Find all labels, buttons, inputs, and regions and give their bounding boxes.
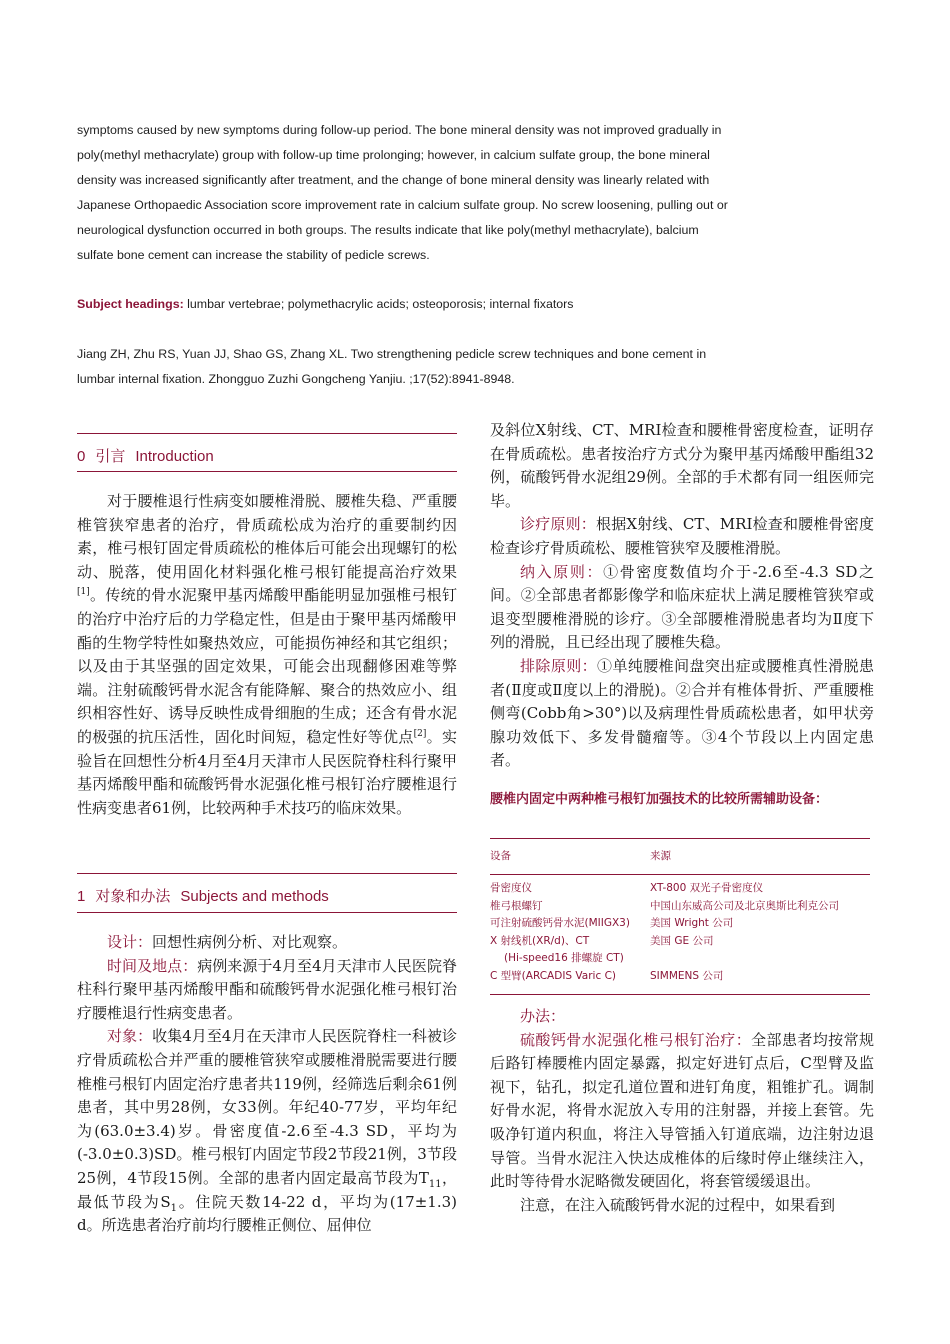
reference-1: [1]	[77, 587, 90, 598]
reference-2: [2]	[413, 728, 427, 739]
table-cell: 中国山东威高公司及北京奥斯比利克公司	[650, 899, 839, 912]
section-rule-bottom	[77, 912, 457, 913]
table-rule-mid	[490, 874, 870, 875]
section-intro-title: 0 引言 Introduction	[77, 448, 214, 465]
time-label: 时间及地点：	[107, 956, 198, 975]
abstract-line: Japanese Orthopaedic Association score improvement rate in calcium sulfate group. No screw loosening, pulling out or	[77, 198, 728, 212]
subject-label: 对象：	[107, 1027, 153, 1046]
abstract-line: density was increased significantly after treatment, and the change of bone mineral density was linearly related with	[77, 173, 710, 187]
abstract-line: poly(methyl methacrylate) group with follow-up time prolonging; however, in calcium sulfate group, the bone mineral	[77, 148, 710, 162]
section-rule-top	[77, 433, 457, 434]
abstract-line: neurological dysfunction occurred in both groups. The results indicate that like poly(methyl methacrylate), balcium	[77, 223, 699, 237]
table-cell: XT-800 双光子骨密度仪	[650, 882, 764, 894]
methods-right-bottom: 办法： 硫酸钙骨水泥强化椎弓根钉治疗：全部患者均按常规后路钉棒腰椎内固定暴露，拟定好进钉点后，C型臂及监视下，钻孔，拟定孔道位置和进钉角度，粗锥扩孔。调制好骨水泥，将骨水泥放入专用的注射器，并接上套管。先吸净钉道内积血，将注入导管插入钉道底端，边注射边退导管。当骨水泥注入快达成椎体的后缘时停止继续注入，此时等待骨水泥略微发硬固化，将套管缓缓退出。 注意，在注入硫酸钙骨水泥的过程中，如果看到	[490, 1007, 874, 1214]
table-header-cell: 来源	[650, 850, 671, 862]
table-rule-bottom	[490, 994, 870, 995]
design-label: 设计：	[107, 933, 153, 951]
table-cell: SIMMENS 公司	[650, 970, 724, 982]
subject-headings-text: lumbar vertebrae; polymethacrylic acids; osteoporosis; internal fixators	[183, 297, 574, 311]
methods-right-top: 及斜位X射线、CT、MRI检查和腰椎骨密度检查，证明存在骨质疏松。患者按治疗方式分为聚甲基丙烯酸甲酯组32例，硫酸钙骨水泥组29例。全部的手术都有同一组医师完毕。 诊疗原则：根据X射线、CT、MRI检查和腰椎骨密度检查诊疗骨质疏松、腰椎管狭窄及腰椎滑脱。 纳入原则：①骨密度数值均介于-2.6至-4.3 SD之间。②全部患者都影像学和临床症状上满足腰椎管狭窄或退变型腰椎滑脱的诊疗。③全部腰椎滑脱患者均为Ⅱ度下列的滑脱，且已经出现了腰椎失稳。 排除原则：①单纯腰椎间盘突出症或腰椎真性滑脱患者(Ⅱ度或Ⅱ度以上的滑脱)。②合并有椎体骨折、严重腰椎侧弯(Cobb角>30°)以及病理性骨质疏松患者，如甲状旁腺功效低下、多发骨髓瘤等。③4个节段以上内固定患者。	[490, 421, 874, 770]
method-sub-label: 硫酸钙骨水泥强化椎弓根钉治疗：	[520, 1030, 752, 1049]
table-cell: 骨密度仪	[490, 882, 532, 894]
table-cell: 可注射硫酸钙骨水泥(MIIGX3)	[490, 917, 630, 930]
table-cell: 美国 GE 公司	[650, 934, 714, 947]
inclusion-label: 纳入原则：	[520, 562, 604, 581]
diagnosis-label: 诊疗原则：	[520, 515, 597, 534]
abstract-line: sulfate bone cement can increase the stability of pedicle screws.	[77, 248, 430, 262]
citation-line: Jiang ZH, Zhu RS, Yuan JJ, Shao GS, Zhang XL. Two strengthening pedicle screw techniques and bone cement in	[77, 347, 707, 361]
subject-headings-label: Subject headings:	[77, 297, 184, 311]
abstract-tail	[77, 118, 777, 268]
equipment-table	[490, 838, 870, 998]
exclusion-label: 排除原则：	[520, 656, 598, 675]
section-methods-title: 1 对象和办法 Subjects and methods	[77, 888, 329, 905]
subject-headings	[77, 292, 777, 317]
abstract-line: symptoms caused by new symptoms during follow-up period. The bone mineral density was not improved gradually in	[77, 123, 722, 137]
method-label: 办法：	[520, 1007, 566, 1025]
table-title: 腰椎内固定中两种椎弓根钉加强技术的比较所需辅助设备：	[490, 792, 829, 807]
methods-left: 设计：回想性病例分析、对比观察。 时间及地点：病例来源于4月至4月天津市人民医院脊柱科行聚甲基丙烯酸甲酯和硫酸钙骨水泥强化椎弓根钉治疗腰椎退行性病变患者。 对象：收集4月至4月在天津市人民医院脊柱一科被诊疗骨质疏松合并严重的腰椎管狭窄或腰椎滑脱需要进行腰椎椎弓根钉内固定治疗患者共119例，经筛选后剩余61例患者，其中男28例，女33例。年纪40-77岁，平均年纪为(63.0±3.4)岁。骨密度值-2.6至-4.3 SD，平均为(-3.0±0.3)SD。椎弓根钉内固定节段2节段21例，3节段25例，4节段15例。全部的患者内固定最高节段为$T_{11}$，最低节段为$S_1$。住院天数14-22 d，平均为(17±1.3) d。所选患者治疗前均行腰椎正侧位、屈伸位	[77, 933, 458, 1235]
section-rule-bottom	[77, 471, 457, 472]
table-cell: 椎弓根螺钉	[490, 899, 543, 912]
table-cell: 美国 Wright 公司	[650, 917, 734, 930]
section-rule-top	[77, 873, 457, 874]
table-header-cell: 设备	[490, 850, 511, 862]
table-cell: C 型臂(ARCADIS Varic C)	[490, 970, 616, 982]
intro-paragraph: 对于腰椎退行性病变如腰椎滑脱、腰椎失稳、严重腰椎管狭窄患者的治疗，骨质疏松成为治疗的重要制约因素，椎弓根钉固定骨质疏松的椎体后可能会出现螺钉的松动、脱落，使用固化材料强化椎弓根钉能提高治疗效果[1]。传统的骨水泥聚甲基丙烯酸甲酯能明显加强椎弓根钉的治疗中治疗后的力学稳定性，但是由于聚甲基丙烯酸甲酯的生物学特性如聚热效应，可能损伤神经和其它组织；以及由于其坚强的固定效果，可能会出现翻修困难等弊端。注射硫酸钙骨水泥含有能降解、聚合的热效应小、组织相容性好、诱导反映性成骨细胞的生成；还含有骨水泥的极强的抗压活性，固化时间短，稳定性好等优点[2]。实验旨在回想性分析4月至4月天津市人民医院脊柱科行聚甲基丙烯酸甲酯和硫酸钙骨水泥强化椎弓根钉治疗腰椎退行性病变患者61例，比较两种手术技巧的临床效果。	[77, 492, 457, 817]
table-cell: (Hi-speed16 排螺旋 CT)	[504, 952, 624, 965]
table-rule-top	[490, 838, 870, 839]
table-cell: X 射线机(XR/d)、CT	[490, 934, 590, 947]
citation-line: lumbar internal fixation. Zhongguo Zuzhi Gongcheng Yanjiu. ;17(52):8941-8948.	[77, 372, 515, 386]
citation	[77, 342, 777, 392]
